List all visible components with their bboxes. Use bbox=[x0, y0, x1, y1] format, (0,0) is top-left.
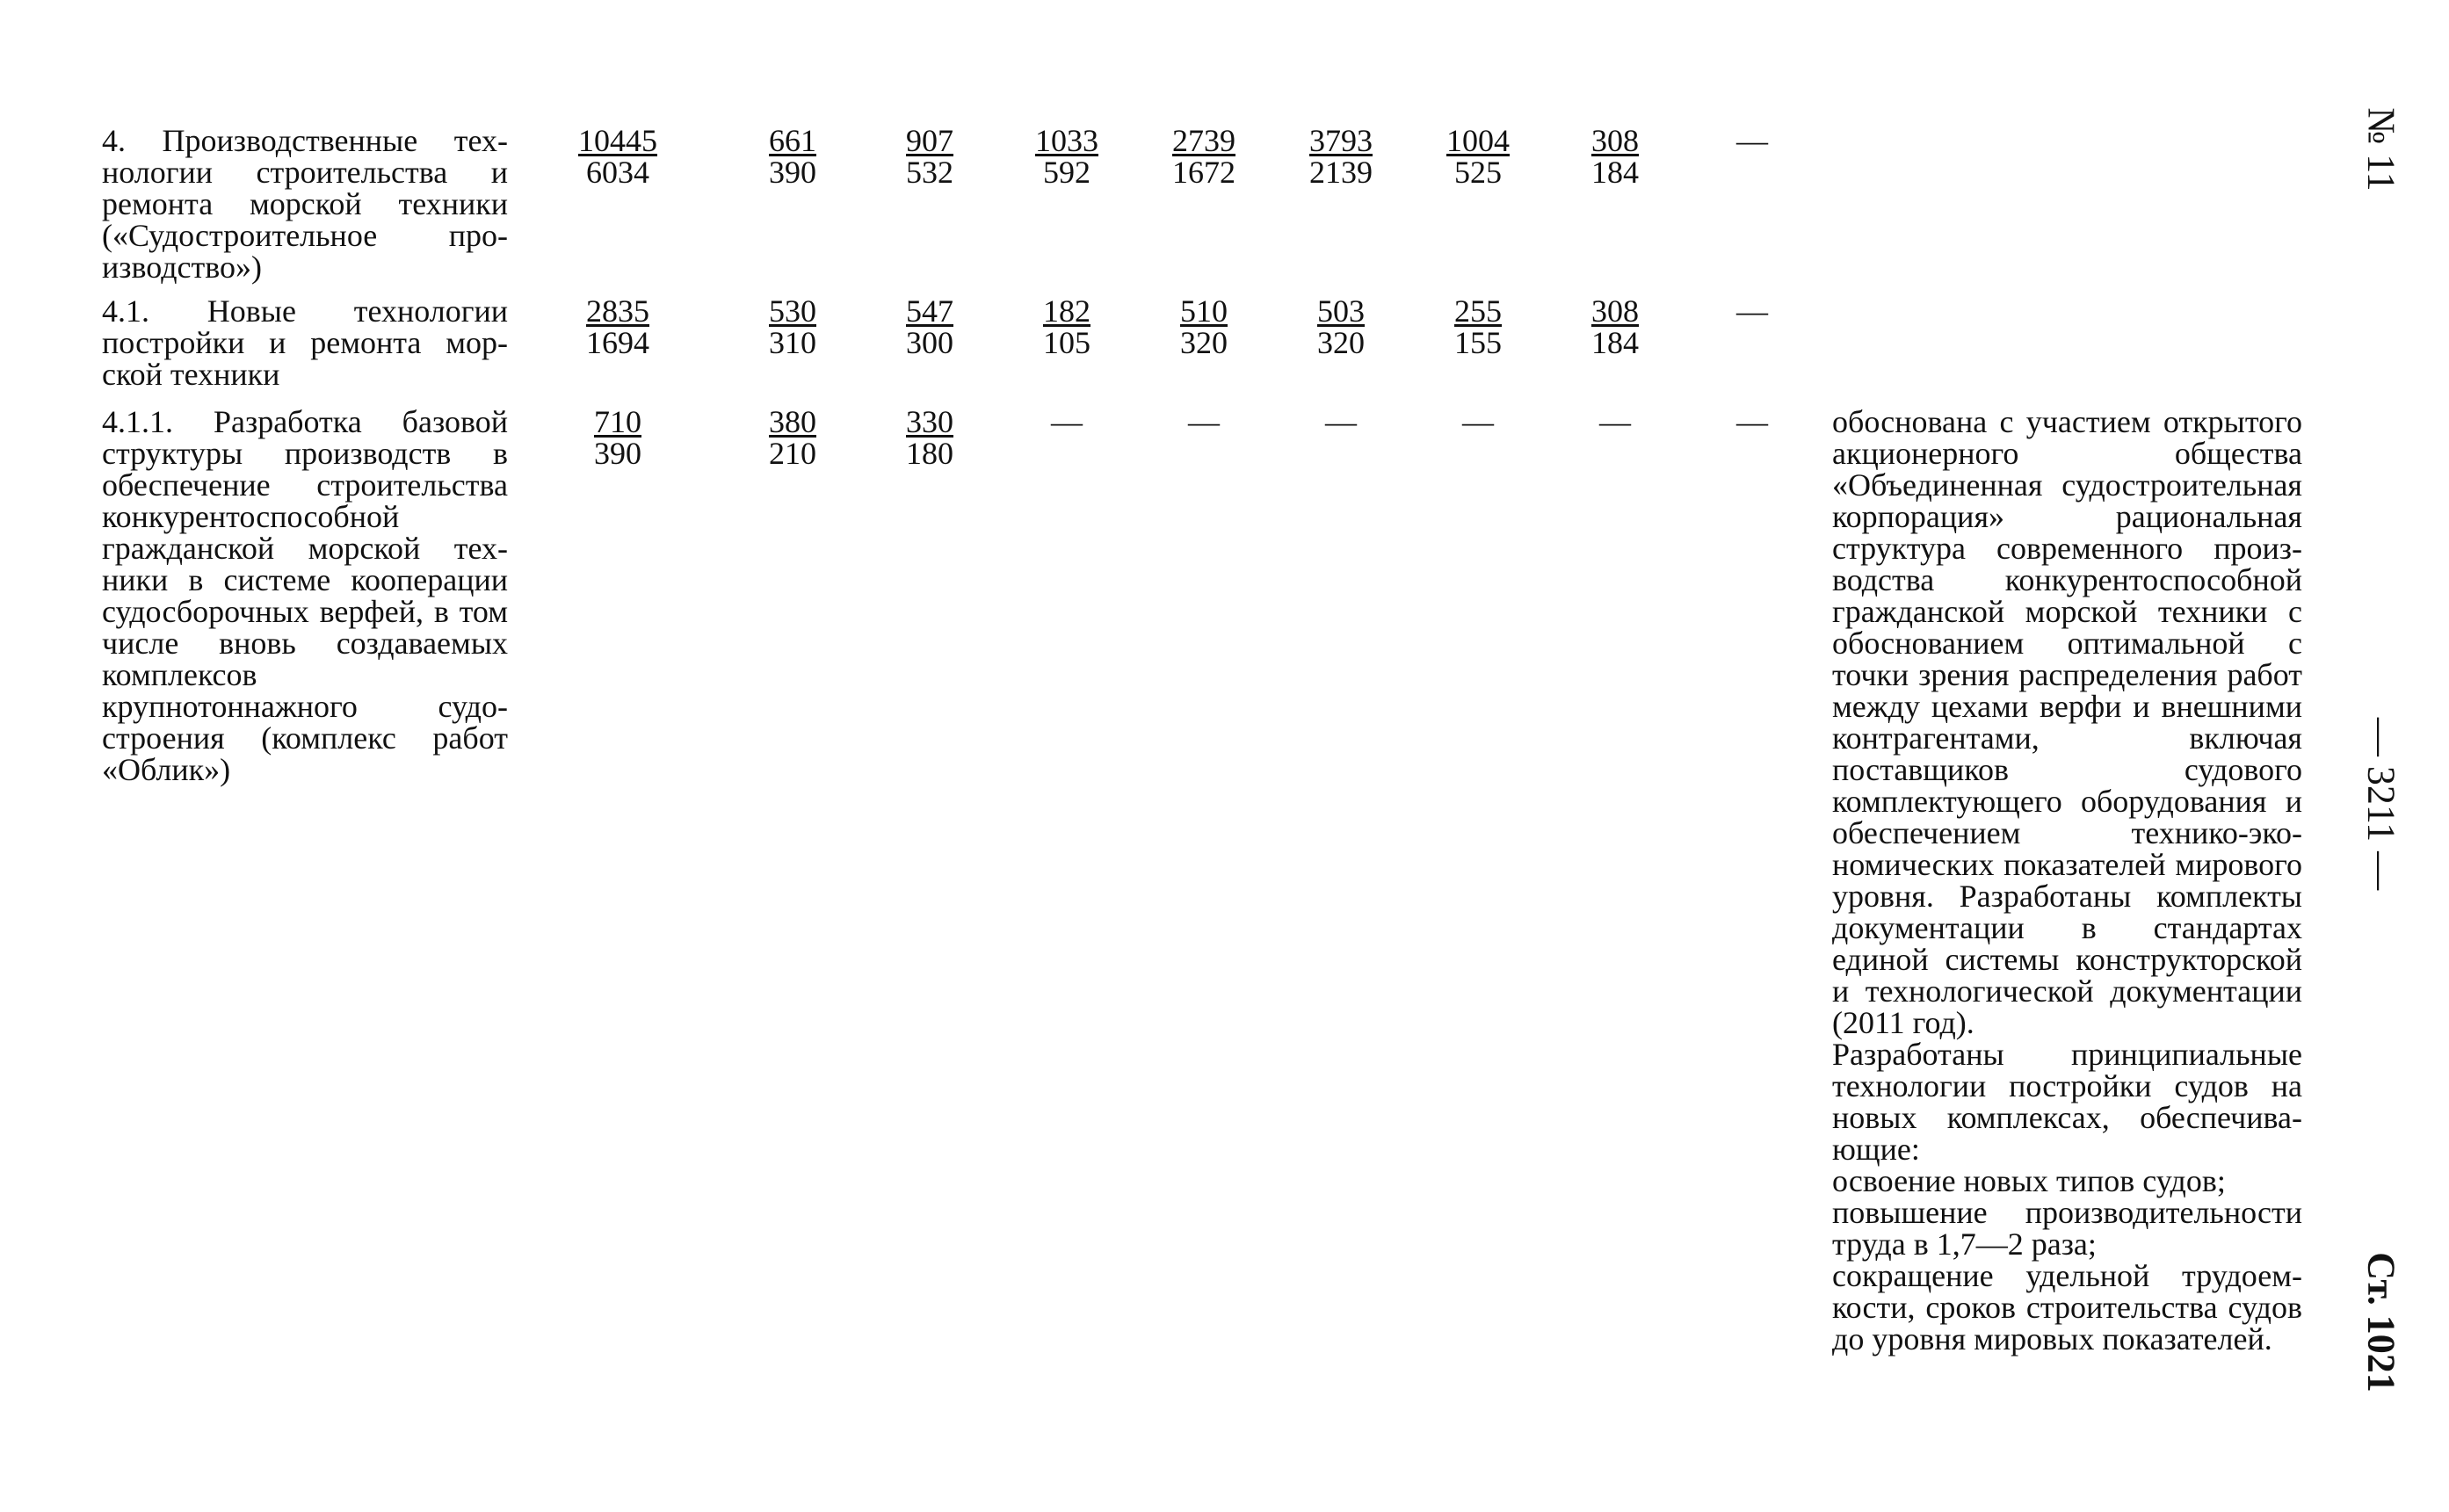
value-cell: 661 390 bbox=[769, 123, 816, 190]
value-cell: 380 210 bbox=[769, 404, 816, 471]
value-cell: 907 532 bbox=[906, 123, 953, 190]
result-paragraph: Разработаны принципиальные технологии постройки судов на новых комплексах, обеспечивающие: bbox=[1832, 1037, 2302, 1167]
dash-cell: — bbox=[1462, 404, 1494, 439]
row-name: 4.1.1. Разработка базовой структуры производств в обеспечение строительства конкурентоспособной гражданской морской техники в системе кооперации судосборочных верфей, в том числе вновь создаваемых комплексов крупнотоннажного судостроения (комплекс работ «Облик») bbox=[102, 404, 508, 787]
value-cell: 2739 1672 bbox=[1172, 123, 1235, 190]
result-paragraph: повышение производительности труда в 1,7—2 раза; bbox=[1832, 1195, 2302, 1262]
value-cell: 503 320 bbox=[1317, 293, 1365, 360]
value-cell: 3793 2139 bbox=[1309, 123, 1373, 190]
value-cell: 510 320 bbox=[1180, 293, 1228, 360]
dash-cell: — bbox=[1325, 404, 1357, 439]
value-cell: 182 105 bbox=[1043, 293, 1090, 360]
value-cell: 10445 6034 bbox=[578, 123, 657, 190]
value-cell: 530 310 bbox=[769, 293, 816, 360]
dash-cell: — bbox=[1599, 404, 1631, 439]
dash-cell: — bbox=[1736, 123, 1768, 158]
value-cell: 2835 1694 bbox=[586, 293, 649, 360]
result-paragraph: освоение новых типов судов; bbox=[1832, 1163, 2226, 1198]
result-paragraph: обоснована с участием открытого акционерного общества «Объединенная судостроительная корпорация» рациональная структура современного производства конкурентоспособной гражданской морской техники с обоснованием оптимальной с точки зрения распределения работ между цехами верфи и внешними контрагентами, включая поставщиков судового комплектующего оборудования и обеспечением технико-экономических показателей мирового уровня. Разработаны комплекты документации в стандартах единой системы конструкторской и технологической документации (2011 год). bbox=[1832, 404, 2302, 1040]
dash-cell: — bbox=[1188, 404, 1220, 439]
side-header bbox=[2337, 101, 2425, 1436]
value-cell: 330 180 bbox=[906, 404, 953, 471]
page-number: — 3211 — bbox=[2359, 717, 2403, 891]
value-cell: 710 390 bbox=[594, 404, 641, 471]
result-paragraph: сокращение удельной трудоемкости, сроков строительства судов до уровня мировых показателей. bbox=[1832, 1258, 2302, 1356]
value-cell: 255 155 bbox=[1454, 293, 1502, 360]
article-number: Ст. 1021 bbox=[2359, 1252, 2403, 1393]
dash-cell: — bbox=[1736, 293, 1768, 329]
row-name: 4.1. Новые технологии постройки и ремонта морской техники bbox=[102, 293, 508, 392]
value-cell: 308 184 bbox=[1591, 293, 1639, 360]
value-cell: 308 184 bbox=[1591, 123, 1639, 190]
dash-cell: — bbox=[1736, 404, 1768, 439]
value-cell: 1033 592 bbox=[1035, 123, 1098, 190]
result-text bbox=[1832, 406, 2302, 1355]
value-cell: 1004 525 bbox=[1446, 123, 1510, 190]
value-cell: 547 300 bbox=[906, 293, 953, 360]
row-name: 4. Производственные технологии строительства и ремонта морской техники («Судостроительное производство») bbox=[102, 123, 508, 285]
dash-cell: — bbox=[1051, 404, 1083, 439]
issue-number: № 11 bbox=[2359, 107, 2403, 192]
